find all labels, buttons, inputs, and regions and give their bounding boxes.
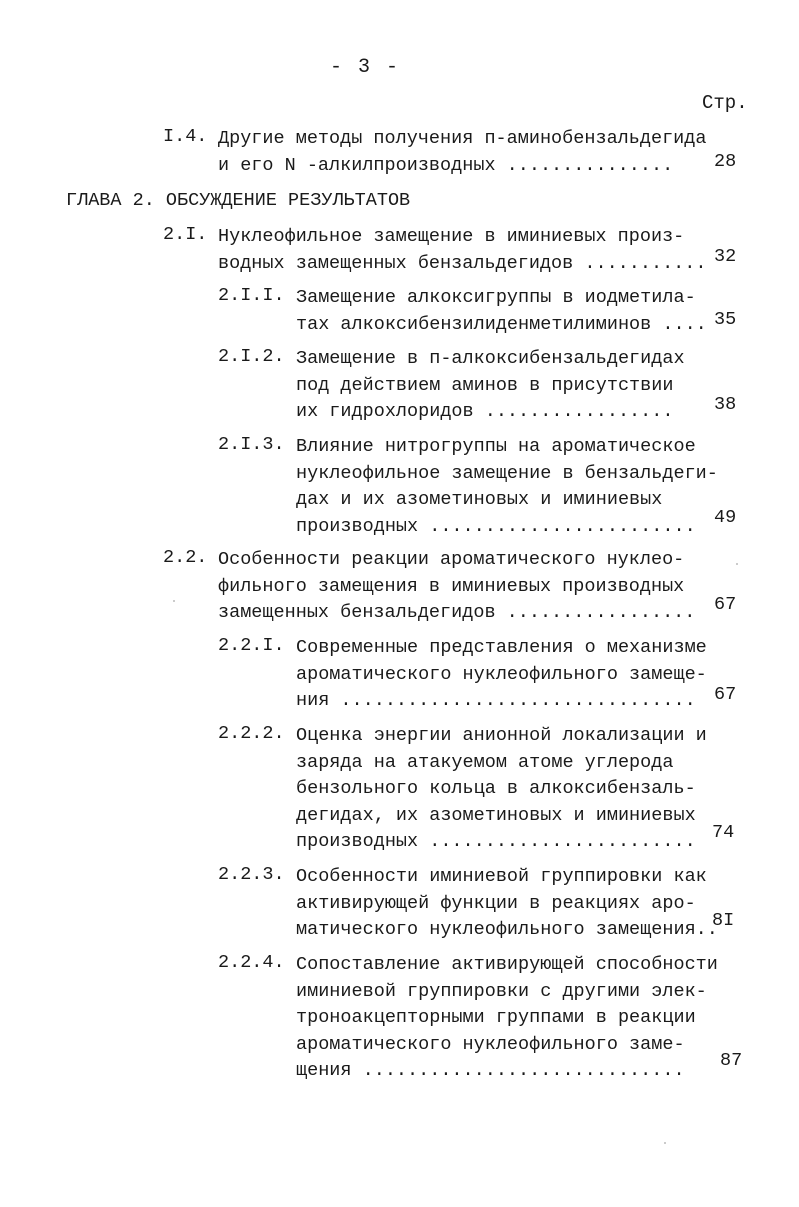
entry-line: Оценка энергии анионной локализации и [296,725,707,746]
entry-line: производных ........................ [296,831,696,852]
page-number: - 3 - [329,56,400,79]
chapter-heading: ГЛАВА 2. ОБСУЖДЕНИЕ РЕЗУЛЬТАТОВ [66,190,411,211]
entry-line: их гидрохлоридов ................. [296,401,674,422]
entry-line: Влияние нитрогруппы на ароматическое [296,436,696,457]
entry-line: ния ................................ [296,690,696,711]
section-number: I.4. [163,126,208,147]
section-number: 2.I.2. [218,346,285,367]
entry-line: водных замещенных бензальдегидов ........... [218,252,707,274]
section-number: 2.2. [163,547,208,568]
entry-line: тах алкоксибензилиденметилиминов .... [296,313,707,335]
page-ref: 8I [712,910,735,931]
entry-line: дах и их азометиновых и иминиевых [296,489,663,510]
entry-line: активирующей функции в реакциях аро- [296,892,696,914]
page-ref: 32 [714,246,737,267]
entry-line: Замещение в п-алкоксибензальдегидах [296,348,685,369]
page-ref: 28 [714,151,737,172]
page-ref: 74 [712,822,735,843]
section-number: 2.I.3. [218,434,285,455]
pages-column-label: Стр. [702,92,748,114]
section-number: 2.2.I. [218,635,285,656]
entry-line: щения ............................. [296,1060,685,1081]
page-ref: 49 [714,507,737,528]
entry-line: ароматического нуклеофильного замеще- [296,663,707,685]
section-number: 2.I. [163,224,208,245]
entry-line: фильного замещения в иминиевых производных [218,575,685,597]
page-ref: 35 [714,309,737,330]
section-number: 2.2.3. [218,864,285,885]
scan-speck [736,563,738,565]
scan-speck [173,600,175,602]
page-ref: 67 [714,594,737,615]
entry-line: производных ........................ [296,515,696,537]
entry-line: нуклеофильное замещение в бензальдеги- [296,462,718,484]
entry-line: Другие методы получения п-аминобензальдегида [218,128,707,149]
entry-line: Современные представления о механизме [296,637,707,658]
entry-line: замещенных бензальдегидов ................. [218,602,696,623]
entry-line: ароматического нуклеофильного заме- [296,1033,685,1055]
entry-line: троноакцепторными группами в реакции [296,1007,696,1028]
entry-line: дегидах, их азометиновых и иминиевых [296,804,696,826]
section-number: 2.2.4. [218,952,285,973]
entry-line: Особенности реакции ароматического нуклео- [218,549,685,570]
page-ref: 38 [714,394,737,415]
page-ref: 67 [714,684,737,705]
entry-line: иминиевой группировки с другими элек- [296,980,707,1002]
entry-line: Нуклеофильное замещение в иминиевых произ- [218,226,685,247]
entry-line: Сопоставление активирующей способности [296,954,718,975]
entry-line: матического нуклеофильного замещения.. [296,919,718,940]
page-ref: 87 [720,1050,743,1071]
section-number: 2.2.2. [218,723,285,744]
scan-speck [664,1142,666,1144]
entry-line: и его N -алкилпроизводных ............... [218,154,674,176]
entry-line: Замещение алкоксигруппы в иодметила- [296,287,696,308]
entry-line: Особенности иминиевой группировки как [296,866,707,887]
entry-line: под действием аминов в присутствии [296,374,674,396]
entry-line: заряда на атакуемом атоме углерода [296,751,674,773]
entry-line: бензольного кольца в алкоксибензаль- [296,778,696,799]
section-number: 2.I.I. [218,285,285,306]
